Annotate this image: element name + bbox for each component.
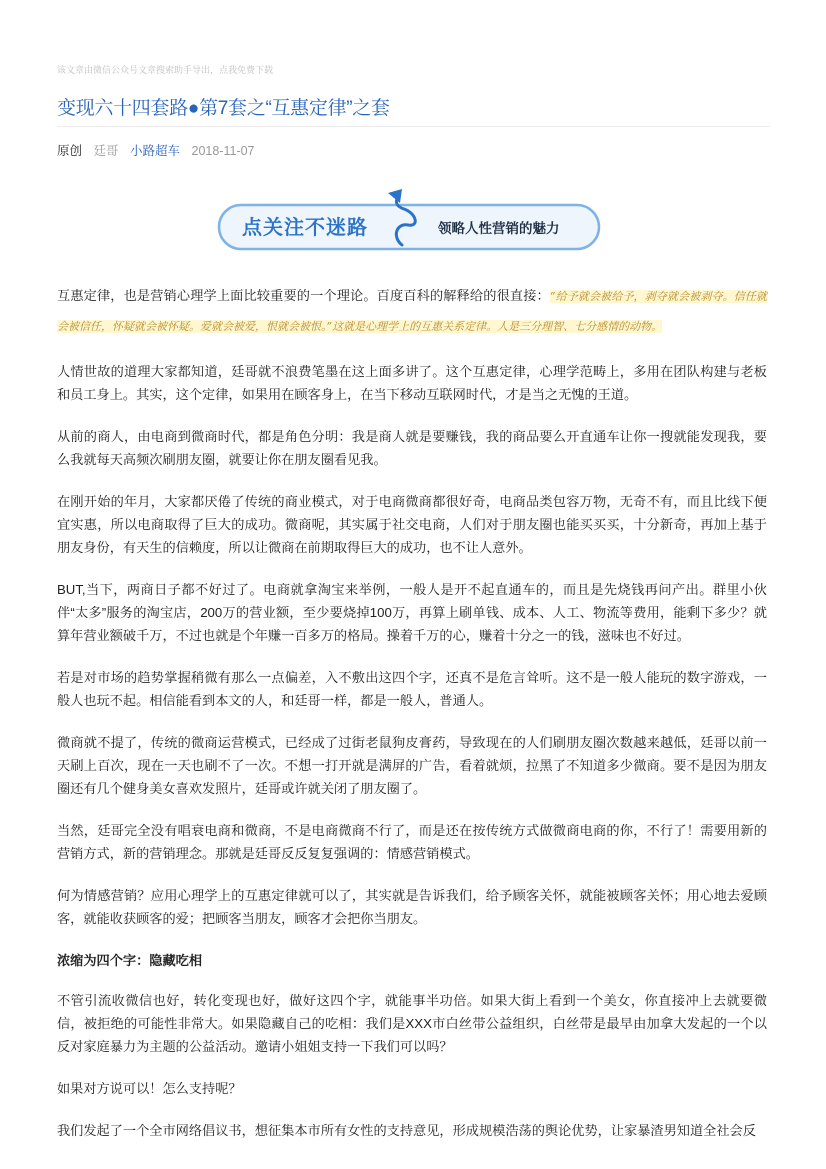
account-link[interactable]: 小路超车 [130, 144, 181, 158]
highlighted-quote: “给予就会被给予，剥夺就会被剥夺。信任就会被信任，怀疑就会被怀疑。爱就会被爱，恨就会被恨。”这就是心理学上的互惠关系定律。人是三分理智、七分感情的动物。 [57, 290, 768, 333]
section-heading: 浓缩为四个字：隐藏吃相 [57, 953, 203, 968]
body-paragraph: 不管引流收微信也好，转化变现也好，做好这四个字，就能事半功倍。如果大街上看到一个美女，你直接冲上去就要微信，被拒绝的可能性非常大。如果隐藏自己的吃相：我们是XXX市白丝带公益组织，白丝带是最早由加拿大发起的一个以反对家庭暴力为主题的公益活动。邀请小姐姐支持一下我们可以吗？ [57, 993, 767, 1054]
article-title: 变现六十四套路●第7套之“互惠定律”之套 [57, 98, 390, 119]
article-meta [57, 141, 263, 159]
body-paragraph: 人情世故的道理大家都知道，廷哥就不浪费笔墨在这上面多讲了。这个互惠定律，心理学范畴上，多用在团队构建与老板和员工身上。其实，这个定律，如果用在顾客身上，在当下移动互联网时代，才是当之无愧的王道。 [57, 364, 767, 402]
original-tag: 原创 [57, 144, 83, 158]
body-paragraph: 在刚开始的年月，大家都厌倦了传统的商业模式，对于电商微商都很好奇，电商品类包容万物，无奇不有，而且比线下便宜实惠，所以电商取得了巨大的成功。微商呢，其实属于社交电商，人们对于朋友圈也能买买买，十分新奇，再加上基于朋友身份，有天生的信赖度，所以让微商在前期取得巨大的成功，也不让人意外。 [57, 494, 767, 555]
author-name: 廷哥 [93, 144, 119, 158]
export-notice-link[interactable]: 该文章由微信公众号文章搜索助手导出，点我免费下载 [57, 65, 274, 75]
body-paragraph: 何为情感营销？应用心理学上的互惠定律就可以了，其实就是告诉我们，给予顾客关怀，就能被顾客关怀；用心地去爱顾客，就能收获顾客的爱；把顾客当朋友，顾客才会把你当朋友。 [57, 888, 767, 926]
body-paragraph: 若是对市场的趋势掌握稍微有那么一点偏差，入不敷出这四个字，还真不是危言耸听。这不是一般人能玩的数字游戏，一般人也玩不起。相信能看到本文的人，和廷哥一样，都是一般人，普通人。 [57, 670, 767, 708]
body-paragraph: 当然，廷哥完全没有唱衰电商和微商，不是电商微商不行了，而是还在按传统方式做微商电商的你，不行了！需要用新的营销方式，新的营销理念。那就是廷哥反反复复强调的：情感营销模式。 [57, 823, 767, 861]
banner-sub-text: 领略人性营销的魅力 [438, 221, 560, 237]
banner-main-text: 点关注不迷路 [242, 215, 368, 239]
publish-date: 2018-11-07 [191, 144, 255, 158]
body-paragraph: 微商就不提了，传统的微商运营模式，已经成了过街老鼠狗皮膏药，导致现在的人们刷朋友圈次数越来越低，廷哥以前一天刷上百次，现在一天也刷不了一次。不想一打开就是满屏的广告，看着就烦，拉黑了不知道多少微商。要不是因为朋友圈还有几个健身美女喜欢发照片，廷哥或许就关闭了朋友圈了。 [57, 735, 767, 796]
article-body [57, 281, 767, 1161]
title-divider [57, 126, 770, 127]
body-paragraph: BUT,当下，两商日子都不好过了。电商就拿淘宝来举例，一般人是开不起直通车的，而且是先烧钱再问产出。群里小伙伴“太多”服务的淘宝店，200万的营业额，至少要烧掉100万，再算上刷单钱、成本、人工、物流等费用，能剩下多少？就算年营业额破千万，不过也就是个年赚一百多万的格局。操着千万的心，赚着十分之一的钱，滋味也不好过。 [57, 582, 767, 643]
body-paragraph: 如果对方说可以！怎么支持呢？ [57, 1081, 242, 1096]
body-paragraph: 我们发起了一个全市网络倡议书，想征集本市所有女性的支持意见，形成规模浩荡的舆论优势，让家暴渣男知道全社会反 [57, 1123, 756, 1138]
follow-banner [216, 187, 602, 251]
body-paragraph: 从前的商人，由电商到微商时代，都是角色分明：我是商人就是要赚钱，我的商品要么开直通车让你一搜就能发现我，要么我就每天高频次刷朋友圈，就要让你在朋友圈看见我。 [57, 429, 767, 467]
intro-paragraph [57, 281, 767, 341]
intro-lead: 互惠定律，也是营销心理学上面比较重要的一个理论。百度百科的解释给的很直接： [57, 288, 550, 303]
